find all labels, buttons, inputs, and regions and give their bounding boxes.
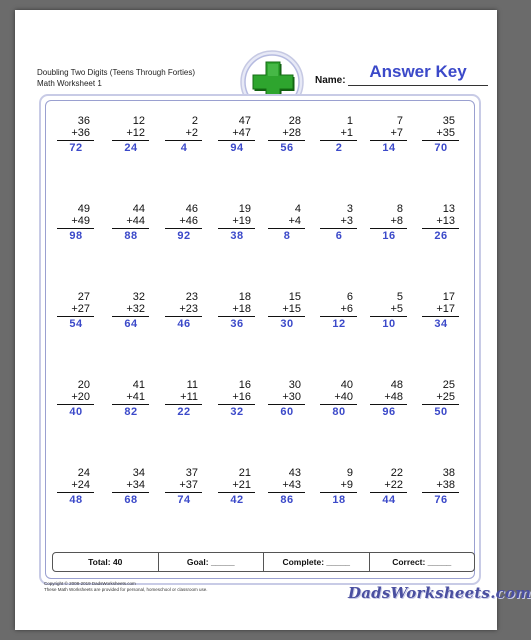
problem [317,203,357,242]
problem-rule [112,228,149,229]
problem-rule [112,140,149,141]
problem-rule [165,140,202,141]
problem [109,379,149,418]
problem-addend-plus: +5 [390,303,403,315]
problem-rule [268,140,305,141]
problem-addend-plus: +7 [390,127,403,139]
problem-answer: 70 [434,142,448,154]
problem [109,467,149,506]
problem-rule [422,492,459,493]
problem-addend-plus: +20 [71,391,90,403]
problem-addend-plus: +32 [126,303,145,315]
problem [317,291,357,330]
problems-frame-inner [45,100,475,579]
problem-answer: 34 [434,318,448,330]
name-value: Answer Key [348,62,488,86]
problem-rule [370,140,407,141]
problem-addend-plus: +2 [185,127,198,139]
problem-answer: 98 [69,230,83,242]
problem-rule [370,404,407,405]
problem [419,379,459,418]
problem-addend-plus: +30 [282,391,301,403]
problem-addend-plus: +35 [436,127,455,139]
problem [367,115,407,154]
problem-addend: 17 [442,291,455,303]
problem-addend-plus: +41 [126,391,145,403]
problem-rule [218,228,255,229]
problem-rule [268,228,305,229]
problem-answer: 92 [177,230,191,242]
problem-answer: 26 [434,230,448,242]
total-cell: Total: 40 [53,553,159,571]
problem-answer: 56 [280,142,294,154]
problem-answer: 80 [332,406,346,418]
problem-answer: 44 [382,494,396,506]
dadsworksheets-logo: DadsWorksheets.com [348,584,531,602]
problem-addend: 30 [288,379,301,391]
problem-addend: 32 [132,291,145,303]
problem [162,379,202,418]
problem [54,115,94,154]
problem-addend-plus: +48 [384,391,403,403]
goal-cell: Goal: _____ [159,553,265,571]
problem-addend: 22 [390,467,403,479]
problem-rule [320,492,357,493]
problem-addend-plus: +11 [180,391,198,403]
problem-rule [218,404,255,405]
problem-rule [268,316,305,317]
problem-answer: 36 [230,318,244,330]
problem-answer: 46 [177,318,191,330]
problem [265,291,305,330]
problem [109,291,149,330]
problem-rule [165,316,202,317]
problem-answer: 22 [177,406,191,418]
problem-addend: 6 [346,291,353,303]
problem-answer: 68 [124,494,138,506]
problem-rule [320,316,357,317]
problem-addend-plus: +12 [126,127,145,139]
problem-answer: 94 [230,142,244,154]
problem-addend: 36 [77,115,90,127]
problem-addend: 18 [238,291,251,303]
problem-addend: 13 [442,203,455,215]
problem-rule [268,404,305,405]
problem-addend: 2 [191,115,198,127]
problem-answer: 8 [283,230,291,242]
problem [317,379,357,418]
problem-rule [370,492,407,493]
problem-addend-plus: +36 [71,127,90,139]
problem [54,291,94,330]
problem-rule [320,228,357,229]
problem-addend: 23 [185,291,198,303]
complete-cell: Complete: _____ [264,553,370,571]
problem-rule [422,140,459,141]
problem-answer: 86 [280,494,294,506]
problems-frame [39,94,481,585]
problem-addend-plus: +27 [71,303,90,315]
problem-addend: 7 [396,115,403,127]
problem-addend-plus: +23 [179,303,198,315]
problem-answer: 64 [124,318,138,330]
problem-answer: 42 [230,494,244,506]
problem [215,291,255,330]
problem-addend-plus: +22 [384,479,403,491]
problem-addend-plus: +1 [340,127,353,139]
problem [215,379,255,418]
problem-addend-plus: +4 [288,215,301,227]
problem-addend-plus: +8 [390,215,403,227]
copyright-line-2: These Math Worksheets are provided for personal, homeschool or classroom use. [44,587,208,592]
problem [265,203,305,242]
problem-answer: 4 [180,142,188,154]
problem-answer: 40 [69,406,83,418]
problem [162,467,202,506]
problem-addend-plus: +3 [340,215,353,227]
problem-addend-plus: +34 [126,479,145,491]
problem-rule [57,404,94,405]
correct-cell: Correct: _____ [392,557,452,567]
problem-addend-plus: +24 [71,479,90,491]
problem-addend: 19 [238,203,251,215]
problem-rule [112,404,149,405]
problem [419,203,459,242]
problem-addend-plus: +25 [436,391,455,403]
problem [215,467,255,506]
problem-answer: 30 [280,318,294,330]
problem-answer: 24 [124,142,138,154]
problem-addend-plus: +47 [232,127,251,139]
problem-addend: 8 [396,203,403,215]
problem-addend-plus: +19 [232,215,251,227]
problem-answer: 60 [280,406,294,418]
worksheet-title [37,67,195,89]
problem-rule [370,228,407,229]
problem-addend-plus: +49 [71,215,90,227]
problem-addend: 27 [77,291,90,303]
problem-answer: 50 [434,406,448,418]
copyright-notice [44,581,208,593]
problem [54,379,94,418]
problem-addend: 43 [288,467,301,479]
problem [317,115,357,154]
problem-addend: 28 [288,115,301,127]
problem-rule [112,316,149,317]
problem-answer: 10 [382,318,396,330]
problem-addend: 16 [238,379,251,391]
problem-addend: 40 [340,379,353,391]
problem-addend: 49 [77,203,90,215]
problem-addend: 41 [132,379,145,391]
problem-rule [218,492,255,493]
problem-addend-plus: +37 [179,479,198,491]
worksheet-page [15,10,531,630]
problem-addend: 9 [346,467,353,479]
problem-addend-plus: +38 [436,479,455,491]
problem-answer: 2 [335,142,343,154]
title-line-1: Doubling Two Digits (Teens Through Forties) [37,68,195,77]
problem-rule [370,316,407,317]
problem-answer: 38 [230,230,244,242]
problem-answer: 74 [177,494,191,506]
problem-addend-plus: +18 [232,303,251,315]
problem-answer: 82 [124,406,138,418]
problem-addend: 20 [77,379,90,391]
problem-addend: 25 [442,379,455,391]
problem [419,467,459,506]
problem [367,203,407,242]
title-line-2: Math Worksheet 1 [37,79,102,88]
problem-addend: 35 [442,115,455,127]
problem-addend-plus: +13 [436,215,455,227]
name-field-area [305,62,490,88]
problem-rule [112,492,149,493]
problem [109,115,149,154]
copyright-line-1: Copyright © 2008-2019 DadsWorksheets.com [44,581,136,586]
problem-answer: 12 [332,318,346,330]
problem-addend-plus: +17 [436,303,455,315]
problem-rule [57,140,94,141]
problem [54,467,94,506]
problem-addend: 3 [346,203,353,215]
problem [215,203,255,242]
name-label: Name: [315,75,346,86]
problem-rule [165,228,202,229]
problem [54,203,94,242]
problem-addend: 38 [442,467,455,479]
problem-addend-plus: +28 [282,127,301,139]
problem [367,291,407,330]
problem [367,379,407,418]
problem-answer: 54 [69,318,83,330]
problem-answer: 16 [382,230,396,242]
problem-rule [57,228,94,229]
problem-addend: 15 [288,291,301,303]
problem [162,115,202,154]
problem-answer: 48 [69,494,83,506]
problem [419,115,459,154]
problem-addend: 21 [238,467,251,479]
problem [317,467,357,506]
problem-addend: 47 [238,115,251,127]
problem-answer: 6 [335,230,343,242]
problem-rule [268,492,305,493]
problem-answer: 72 [69,142,83,154]
problem-answer: 18 [332,494,346,506]
problem [367,467,407,506]
problem [419,291,459,330]
problem-addend-plus: +21 [232,479,251,491]
problem-rule [422,316,459,317]
problem-addend: 5 [396,291,403,303]
problem [162,291,202,330]
problem-addend: 48 [390,379,403,391]
problem-rule [320,140,357,141]
problem-answer: 14 [382,142,396,154]
problem-addend-plus: +44 [126,215,145,227]
problem-rule [320,404,357,405]
problem-addend: 1 [346,115,353,127]
problem [215,115,255,154]
problem-addend-plus: +43 [282,479,301,491]
problem-addend-plus: +6 [340,303,353,315]
problem-addend-plus: +40 [334,391,353,403]
problem-addend-plus: +46 [179,215,198,227]
problem-addend: 12 [132,115,145,127]
problem-addend: 37 [185,467,198,479]
problem-addend: 46 [185,203,198,215]
score-bar [52,552,475,572]
problem-rule [165,492,202,493]
problem-rule [57,316,94,317]
problem-addend: 34 [132,467,145,479]
problem-rule [218,140,255,141]
problem-addend: 24 [77,467,90,479]
problem [162,203,202,242]
problem [109,203,149,242]
problem [265,115,305,154]
problem-addend: 11 [186,379,198,391]
problem-addend: 44 [132,203,145,215]
problem-rule [218,316,255,317]
problem-answer: 32 [230,406,244,418]
problem-rule [422,404,459,405]
problem-addend: 4 [294,203,301,215]
problem-addend-plus: +9 [340,479,353,491]
problem [265,467,305,506]
problem-answer: 76 [434,494,448,506]
problem-rule [165,404,202,405]
problem-answer: 96 [382,406,396,418]
problem-rule [422,228,459,229]
problem-addend-plus: +15 [282,303,301,315]
problem [265,379,305,418]
problem-rule [57,492,94,493]
problem-answer: 88 [124,230,138,242]
problem-addend-plus: +16 [232,391,251,403]
